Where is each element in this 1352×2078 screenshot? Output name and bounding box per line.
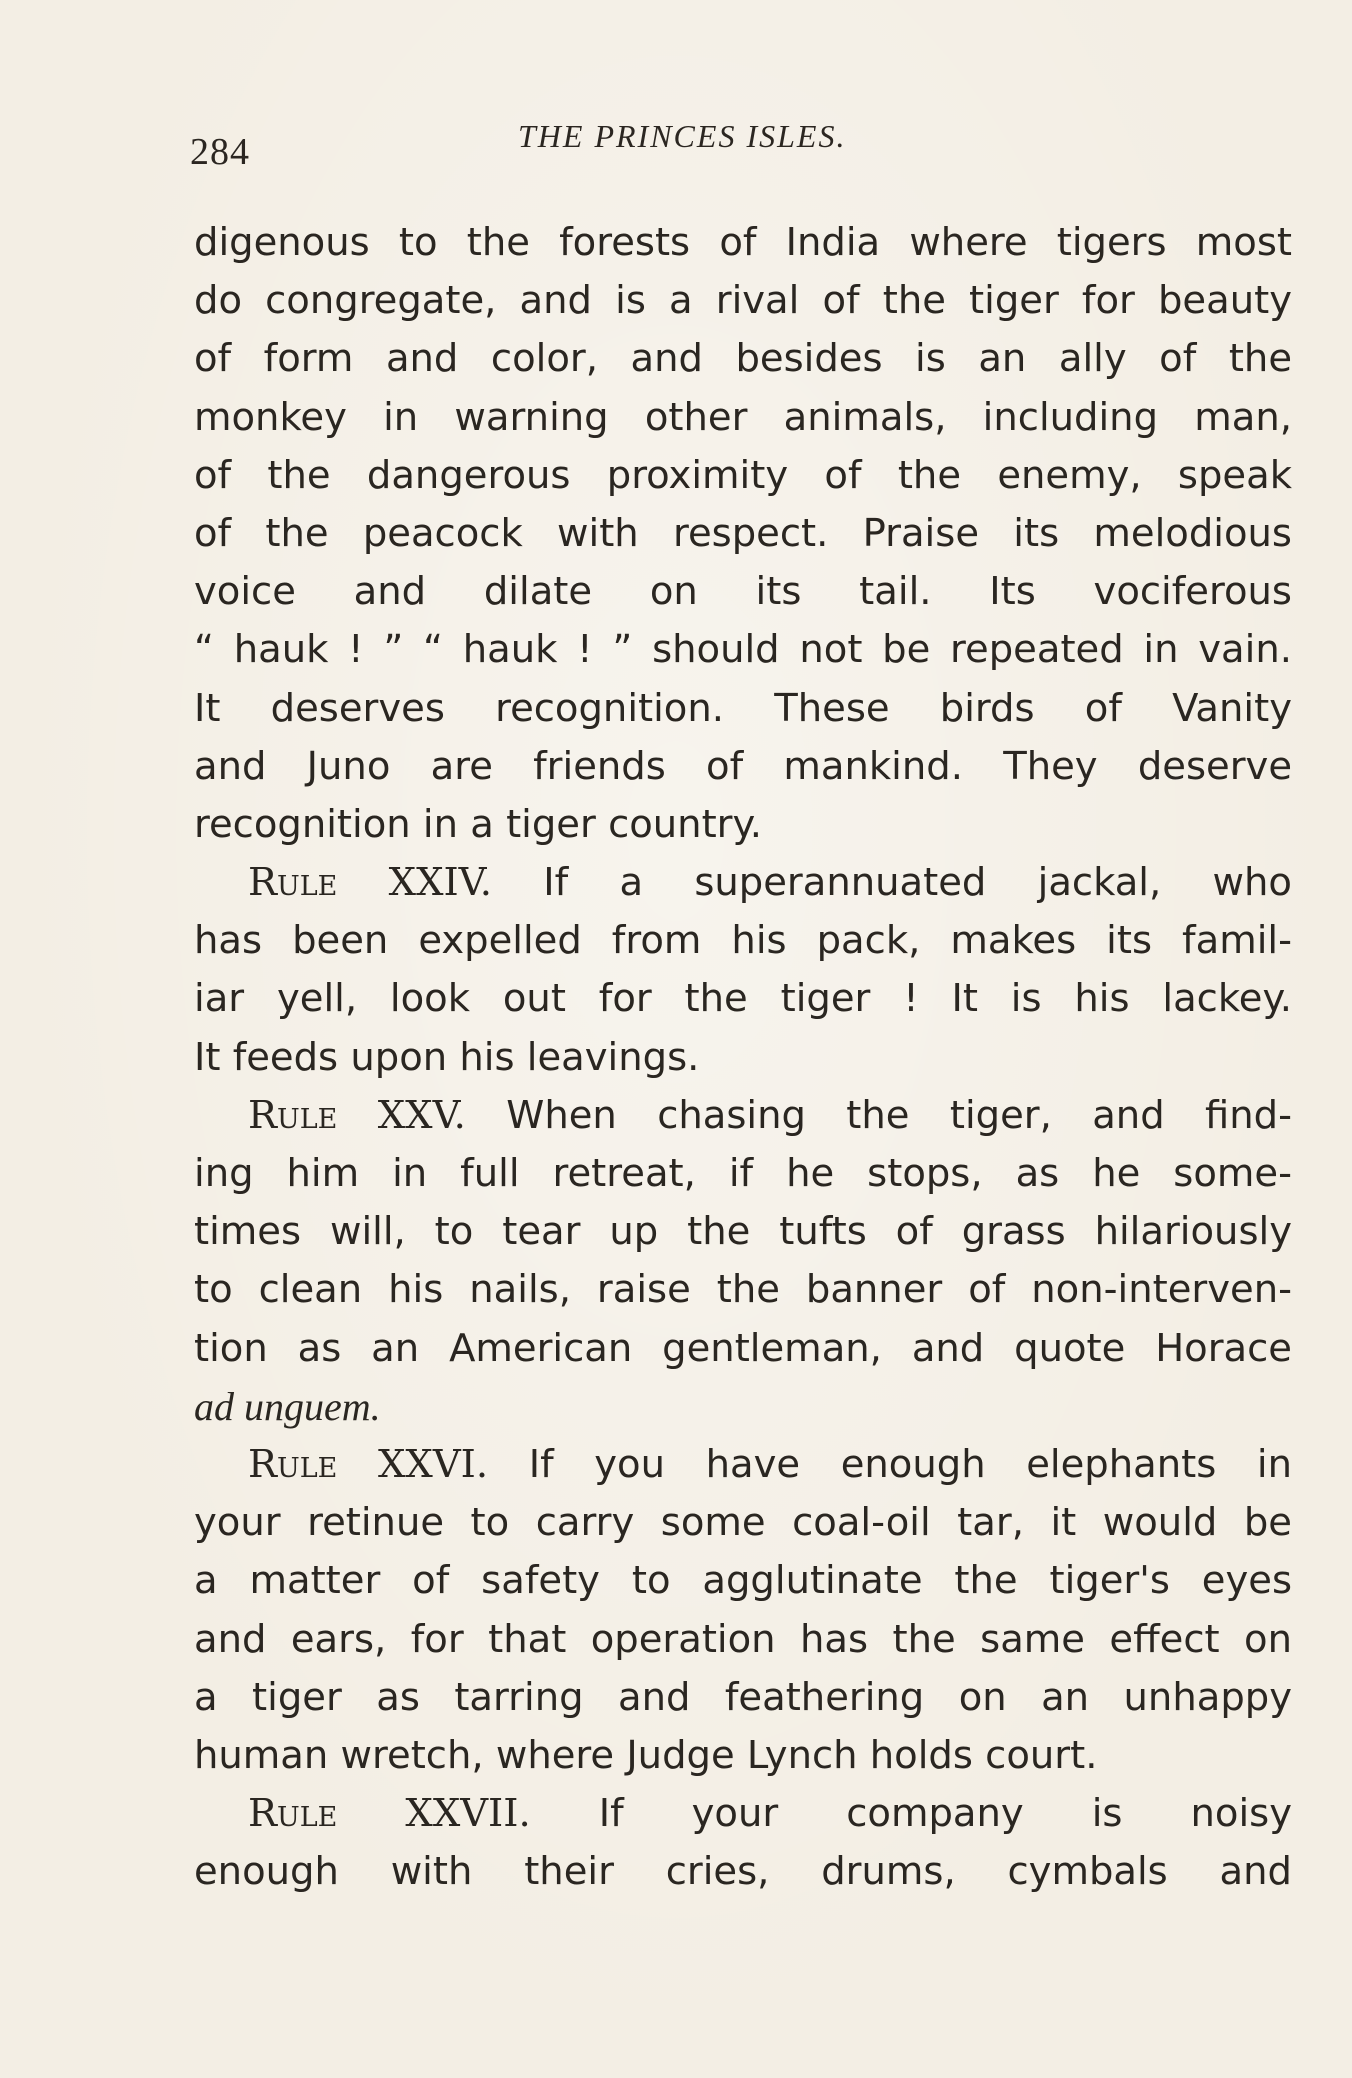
text-line: human wretch, where Judge Lynch holds court. [194,1732,1098,1778]
text-line: a matter of safety to agglutinate the tiger's eyes [194,1558,1292,1604]
text-line: If your company is noisy [598,1791,1292,1837]
text-line: If a superannuated jackal, who [543,860,1292,906]
text-line: your retinue to carry some coal-oil tar, it would be [194,1500,1292,1546]
text-line: and ears, for that operation has the same effect on [194,1616,1292,1662]
text-line: times will, to tear up the tufts of grass hilariously [194,1209,1292,1255]
text-line: of the dangerous proximity of the enemy, speak [194,452,1292,498]
body-text [194,214,1292,1901]
text-line: has been expelled from his pack, makes its famil- [194,918,1292,964]
rule-26-line [194,1436,1292,1494]
text-line: It deserves recognition. These birds of Vanity [194,685,1292,731]
text-line: to clean his nails, raise the banner of non-interven- [194,1267,1292,1313]
rule-27-line [194,1785,1292,1843]
text-line: If you have enough elephants in [528,1441,1292,1487]
text-line: and Juno are friends of mankind. They deserve [194,743,1292,789]
text-line: of form and color, and besides is an ally of the [194,336,1292,382]
text-line: tion as an American gentleman, and quote Horace [194,1325,1292,1371]
rule-26-heading: Rule XXVI. [248,1441,489,1487]
text-line: enough with their cries, drums, cymbals and [194,1849,1292,1895]
latin-phrase: ad unguem. [194,1383,381,1429]
text-line: monkey in warning other animals, including man, [194,394,1292,440]
text-line: do congregate, and is a rival of the tiger for beauty [194,278,1292,324]
rule-27-heading: Rule XXVII. [248,1791,531,1837]
text-line: of the peacock with respect. Praise its melodious [194,510,1292,556]
text-line: ing him in full retreat, if he stops, as he some- [194,1151,1292,1196]
text-line: a tiger as tarring and feathering on an unhappy [194,1674,1292,1720]
page-number: 284 [190,131,250,173]
text-line: iar yell, look out for the tiger ! It is his lackey. [194,976,1292,1022]
page-header [190,118,1290,178]
rule-24-line [194,854,1292,912]
rule-25-heading: Rule XXV. [248,1092,466,1138]
running-title: THE PRINCES ISLES. [518,118,847,154]
rule-25-line [194,1087,1292,1145]
text-line: “ hauk ! ” “ hauk ! ” should not be repeated in vain. [194,627,1292,673]
text-line: When chasing the tiger, and find- [506,1092,1292,1138]
text-line: recognition in a tiger country. [194,801,763,847]
text-line: It feeds upon his leavings. [194,1034,700,1080]
text-line: voice and dilate on its tail. Its vociferous [194,569,1292,615]
text-line: digenous to the forests of India where tigers most [194,220,1292,265]
rule-24-heading: Rule XXIV. [248,860,492,906]
